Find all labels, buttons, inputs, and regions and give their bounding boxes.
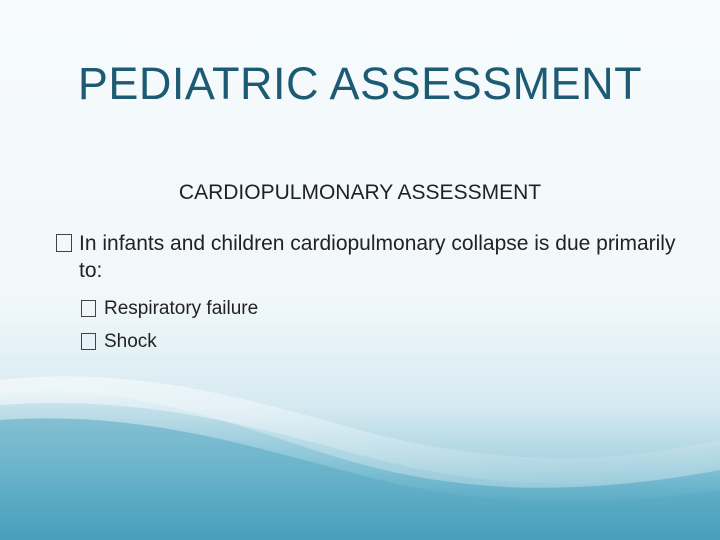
bullet-text: In infants and children cardiopulmonary collapse is due primarily to: (79, 232, 676, 282)
sub-bullet-item (56, 325, 696, 358)
sub-bullet-list (56, 292, 696, 358)
box-bullet-icon (81, 300, 96, 317)
sub-bullet-text: Respiratory failure (104, 298, 259, 319)
sub-bullet-item (56, 292, 696, 325)
sub-bullet-text: Shock (104, 331, 157, 352)
slide-subtitle: CARDIOPULMONARY ASSESSMENT (178, 181, 542, 204)
box-bullet-icon (56, 234, 72, 252)
slide-title: PEDIATRIC ASSESSMENT (77, 58, 643, 109)
bullet-list (56, 230, 696, 358)
bullet-item (56, 230, 696, 284)
box-bullet-icon (81, 333, 96, 350)
